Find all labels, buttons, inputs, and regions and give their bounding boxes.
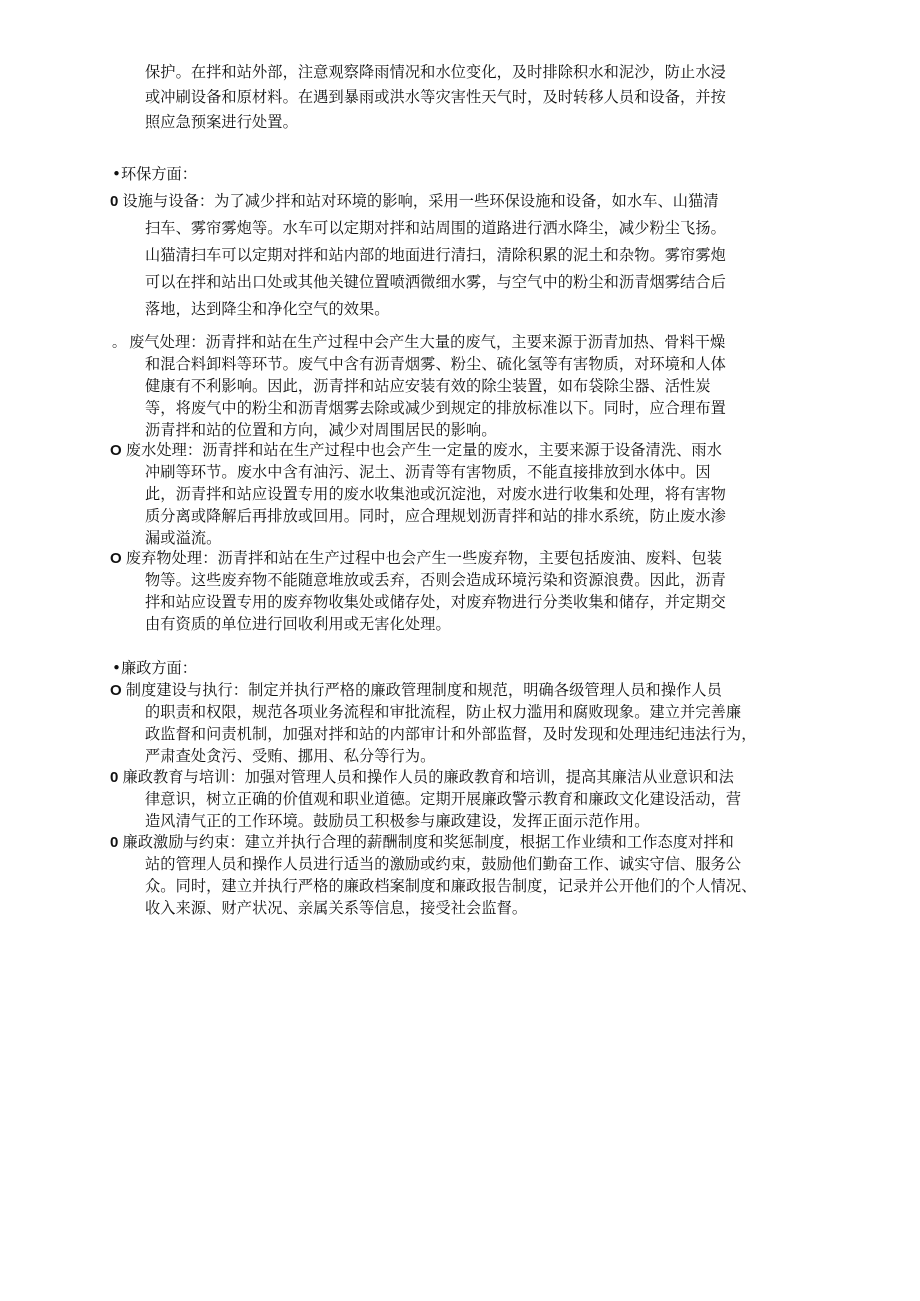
- section-heading-integrity: [112, 657, 197, 679]
- list-marker-icon: 0: [110, 834, 119, 851]
- list-marker-icon: 0: [110, 193, 119, 210]
- list-item-line: 律意识，树立正确的价值观和职业道德。定期开展廉政警示教育和廉政文化建设活动，营: [145, 790, 742, 808]
- list-item-line: 冲刷等环节。废水中含有油污、泥土、沥青等有害物质，不能直接排放到水体中。因: [145, 463, 711, 481]
- list-item-line: 沥青拌和站的位置和方向，减少对周围居民的影响。: [145, 421, 497, 439]
- list-item-text: 废水处理：沥青拌和站在生产过程中也会产生一定量的废水，主要来源于设备清洗、雨水: [125, 441, 722, 459]
- list-item-line: 政监督和问责机制，加强对拌和站的内部审计和外部监督，及时发现和处理违纪违法行为，: [145, 725, 757, 743]
- list-item-text: 废弃物处理：沥青拌和站在生产过程中也会产生一些废弃物，主要包括废油、废料、包装: [125, 549, 722, 567]
- list-item-line: 的职责和权限，规范各项业务流程和审批流程，防止权力滥用和腐败现象。建立并完善廉: [145, 703, 742, 721]
- list-marker-icon: 0: [110, 769, 119, 786]
- list-marker-icon: O: [110, 682, 122, 699]
- list-item-line: 等，将废气中的粉尘和沥青烟雾去除或减少到规定的排放标准以下。同时，应合理布置: [145, 399, 726, 417]
- list-item-line: 众。同时，建立并执行严格的廉政档案制度和廉政报告制度，记录并公开他们的个人情况、: [145, 877, 757, 895]
- list-item-text: 廉政激励与约束：建立并执行合理的薪酬制度和奖惩制度，根据工作业绩和工作态度对拌和: [122, 833, 734, 851]
- list-item-line: [110, 439, 722, 462]
- list-item-line: 健康有不利影响。因此，沥青拌和站应安装有效的除尘装置，如布袋除尘器、活性炭: [145, 377, 711, 395]
- intro-line: 或冲刷设备和原材料。在遇到暴雨或洪水等灾害性天气时，及时转移人员和设备，并按: [145, 88, 726, 106]
- list-item-line: 拌和站应设置专用的废弃物收集处或储存处，对废弃物进行分类收集和储存，并定期交: [145, 593, 726, 611]
- list-item-line: 可以在拌和站出口处或其他关键位置喷洒微细水雾，与空气中的粉尘和沥青烟雾结合后: [145, 273, 726, 291]
- list-marker-icon: O: [110, 550, 122, 567]
- list-item-line: 扫车、雾帘雾炮等。水车可以定期对拌和站周围的道路进行洒水降尘，减少粉尘飞扬。: [145, 219, 726, 237]
- bullet-icon: •: [112, 659, 121, 677]
- list-item-line: 严肃查处贪污、受贿、挪用、私分等行为。: [145, 747, 436, 765]
- list-item-line: [110, 190, 719, 213]
- list-item-line: 和混合料卸料等环节。废气中含有沥青烟雾、粉尘、硫化氢等有害物质，对环境和人体: [145, 355, 726, 373]
- list-item-line: 物等。这些废弃物不能随意堆放或丢弃，否则会造成环境污染和资源浪费。因此，沥青: [145, 571, 726, 589]
- section-heading-text: 廉政方面：: [120, 659, 197, 677]
- list-item-line: 站的管理人员和操作人员进行适当的激励或约束，鼓励他们勤奋工作、诚实守信、服务公: [145, 855, 742, 873]
- list-item-text: 廉政教育与培训：加强对管理人员和操作人员的廉政教育和培训，提高其廉洁从业意识和法: [122, 768, 734, 786]
- intro-line: 照应急预案进行处置。: [145, 113, 298, 131]
- list-item-line: [110, 547, 722, 570]
- list-item-line: [110, 766, 734, 789]
- list-item-line: [112, 331, 725, 353]
- list-item-line: 此，沥青拌和站应设置专用的废水收集池或沉淀池，对废水进行收集和处理，将有害物: [145, 485, 726, 503]
- list-item-line: 由有资质的单位进行回收利用或无害化处理。: [145, 615, 451, 633]
- list-marker-icon: O: [110, 442, 122, 459]
- list-item-line: [110, 679, 722, 702]
- list-item-line: 造风清气正的工作环境。鼓励员工积极参与廉政建设，发挥正面示范作用。: [145, 812, 650, 830]
- list-item-line: 山猫清扫车可以定期对拌和站内部的地面进行清扫，清除积累的泥土和杂物。雾帘雾炮: [145, 246, 726, 264]
- list-marker-icon: 。: [112, 334, 127, 350]
- list-item-line: 质分离或降解后再排放或回用。同时，应合理规划沥青拌和站的排水系统，防止废水渗: [145, 507, 726, 525]
- list-item-line: 漏或溢流。: [145, 529, 222, 547]
- section-heading-text: 环保方面：: [120, 165, 197, 183]
- list-item-line: [110, 831, 734, 854]
- intro-line: 保护。在拌和站外部，注意观察降雨情况和水位变化，及时排除积水和泥沙，防止水浸: [145, 63, 726, 81]
- section-heading-environment: [112, 163, 197, 185]
- list-item-text: 设施与设备：为了减少拌和站对环境的影响，采用一些环保设施和设备，如水车、山猫清: [122, 192, 719, 210]
- bullet-icon: •: [112, 165, 121, 183]
- list-item-line: 落地，达到降尘和净化空气的效果。: [145, 300, 390, 318]
- list-item-text: 废气处理：沥青拌和站在生产过程中会产生大量的废气，主要来源于沥青加热、骨料干燥: [129, 333, 726, 351]
- list-item-line: 收入来源、财产状况、亲属关系等信息，接受社会监督。: [145, 899, 528, 917]
- list-item-text: 制度建设与执行：制定并执行严格的廉政管理制度和规范，明确各级管理人员和操作人员: [125, 681, 722, 699]
